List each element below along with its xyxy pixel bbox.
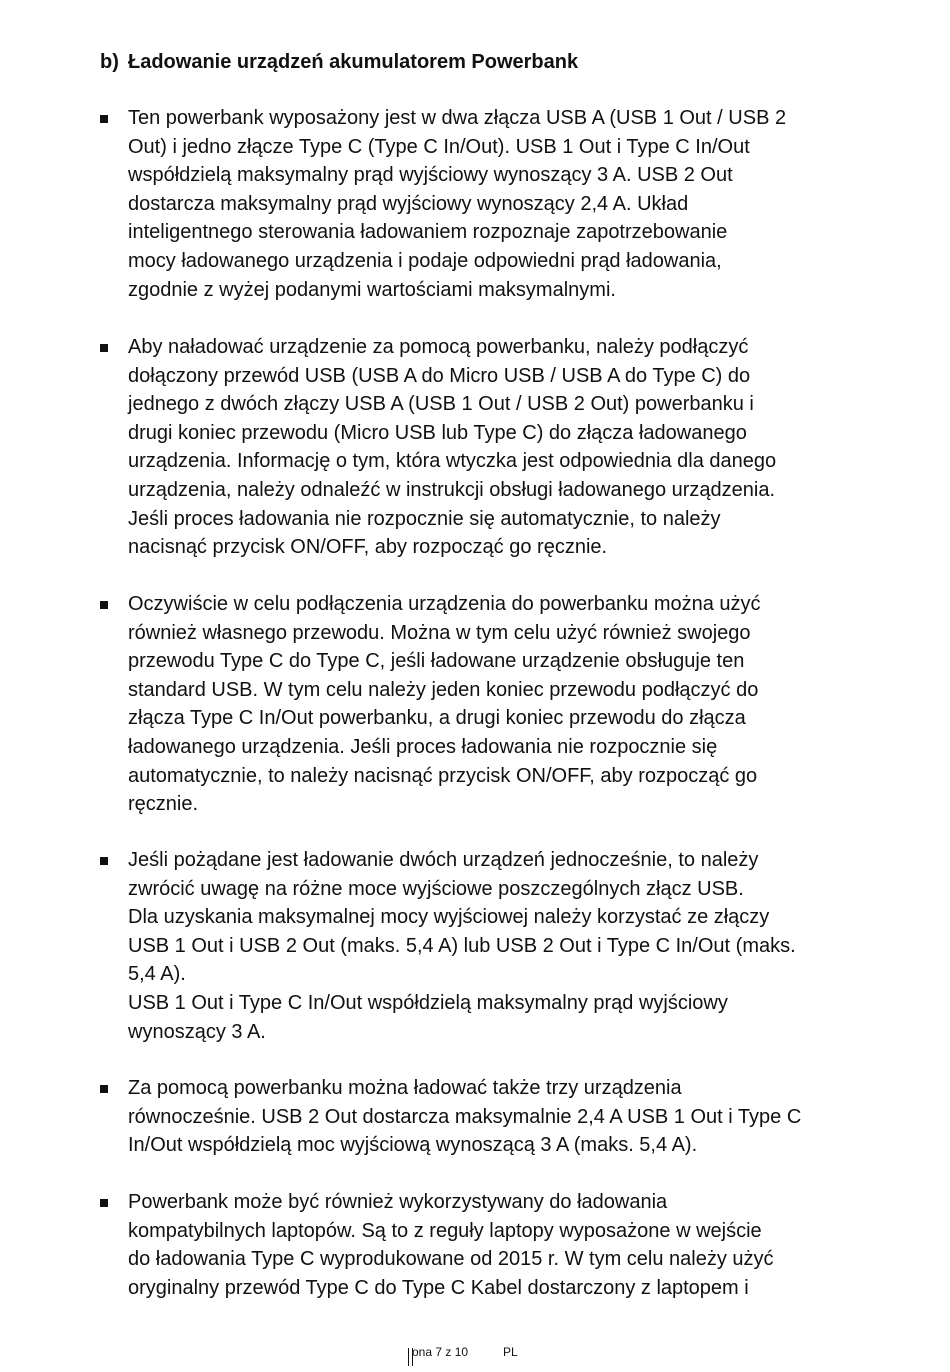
- text-line: Za pomocą powerbanku można ładować także trzy urządzenia: [128, 1077, 682, 1099]
- text-line: Oczywiście w celu podłączenia urządzenia do powerbanku można użyć: [128, 593, 761, 615]
- text-line: Jeśli proces ładowania nie rozpocznie się automatycznie, to należy: [128, 507, 721, 530]
- text-line: standard USB. W tym celu należy jeden koniec przewodu podłączyć do: [128, 678, 759, 701]
- text-line: USB 1 Out i Type C In/Out współdzielą maksymalny prąd wyjściowy: [128, 991, 728, 1014]
- text-line: USB 1 Out i USB 2 Out (maks. 5,4 A) lub USB 2 Out i Type C In/Out (maks.: [128, 934, 796, 957]
- square-bullet-icon: [100, 344, 108, 352]
- language-code: PL: [503, 1345, 518, 1359]
- text-line: również własnego przewodu. Można w tym celu użyć również swojego: [128, 621, 751, 644]
- text-line: nacisnąć przycisk ON/OFF, aby rozpocząć go ręcznie.: [128, 536, 608, 559]
- text-line: zgodnie z wyżej podanymi wartościami maksymalnymi.: [128, 278, 616, 301]
- text-line: przewodu Type C do Type C, jeśli ładowane urządzenie obsługuje ten: [128, 650, 745, 673]
- text-line: jednego z dwóch złączy USB A (USB 1 Out / USB 2 Out) powerbanku i: [128, 393, 754, 416]
- square-bullet-icon: [100, 1085, 108, 1093]
- text-line: Dla uzyskania maksymalnej mocy wyjściowej należy korzystać ze złączy: [128, 906, 770, 929]
- square-bullet-icon: [100, 1199, 108, 1207]
- text-line: automatycznie, to należy nacisnąć przycisk ON/OFF, aby rozpocząć go: [128, 764, 758, 787]
- section-marker: b): [100, 51, 119, 73]
- text-line: In/Out współdzielą moc wyjściową wynoszącą 3 A (maks. 5,4 A).: [128, 1134, 698, 1157]
- page-footer: [0, 1342, 950, 1366]
- text-line: Aby naładować urządzenie za pomocą powerbanku, należy podłączyć: [128, 336, 749, 358]
- page-number: ona 7 z 10: [412, 1345, 469, 1359]
- text-line: wynoszący 3 A.: [128, 1020, 266, 1043]
- text-line: równocześnie. USB 2 Out dostarcza maksymalnie 2,4 A USB 1 Out i Type C: [128, 1105, 802, 1128]
- list-item-text: [128, 1074, 840, 1160]
- text-line: dołączony przewód USB (USB A do Micro USB / USB A do Type C) do: [128, 364, 751, 387]
- text-line: Out) i jedno złącze Type C (Type C In/Out). USB 1 Out i Type C In/Out: [128, 135, 750, 158]
- text-line: 5,4 A).: [128, 963, 186, 986]
- text-line: Ten powerbank wyposażony jest w dwa złącza USB A (USB 1 Out / USB 2: [128, 107, 787, 129]
- list-item-text: [128, 846, 840, 1046]
- square-bullet-icon: [100, 857, 108, 865]
- list-item-text: [128, 104, 840, 304]
- text-line: dostarcza maksymalny prąd wyjściowy wynoszący 2,4 A. Układ: [128, 192, 689, 215]
- text-line: inteligentnego sterowania ładowaniem rozpoznaje zapotrzebowanie: [128, 221, 728, 244]
- text-line: urządzenia. Informację o tym, która wtyczka jest odpowiednia dla danego: [128, 450, 777, 473]
- square-bullet-icon: [100, 601, 108, 609]
- text-line: ręcznie.: [128, 793, 199, 816]
- text-line: złącza Type C In/Out powerbanku, a drugi koniec przewodu do złącza: [128, 707, 746, 730]
- text-line: współdzielą maksymalny prąd wyjściowy wynoszący 3 A. USB 2 Out: [128, 164, 733, 187]
- list-item-text: [128, 590, 840, 819]
- section-heading: [100, 48, 860, 76]
- text-line: oryginalny przewód Type C do Type C Kabel dostarczony z laptopem i: [128, 1276, 749, 1299]
- text-line: kompatybilnych laptopów. Są to z reguły laptopy wyposażone w wejście: [128, 1219, 762, 1242]
- text-line: Jeśli pożądane jest ładowanie dwóch urządzeń jednocześnie, to należy: [128, 849, 759, 871]
- text-line: zwrócić uwagę na różne moce wyjściowe poszczególnych złącz USB.: [128, 877, 744, 900]
- text-line: Powerbank może być również wykorzystywany do ładowania: [128, 1191, 668, 1213]
- text-line: mocy ładowanego urządzenia i podaje odpowiedni prąd ładowania,: [128, 249, 722, 272]
- list-item-text: [128, 1188, 840, 1302]
- text-line: urządzenia, należy odnaleźć w instrukcji obsługi ładowanego urządzenia.: [128, 478, 776, 501]
- square-bullet-icon: [100, 115, 108, 123]
- text-line: ładowanego urządzenia. Jeśli proces ładowania nie rozpocznie się: [128, 735, 718, 758]
- list-item-text: [128, 333, 840, 562]
- text-line: do ładowania Type C wyprodukowane od 2015 r. W tym celu należy użyć: [128, 1248, 774, 1271]
- section-title: Ładowanie urządzeń akumulatorem Powerbank: [128, 51, 579, 73]
- text-line: drugi koniec przewodu (Micro USB lub Type C) do złącza ładowanego: [128, 421, 747, 444]
